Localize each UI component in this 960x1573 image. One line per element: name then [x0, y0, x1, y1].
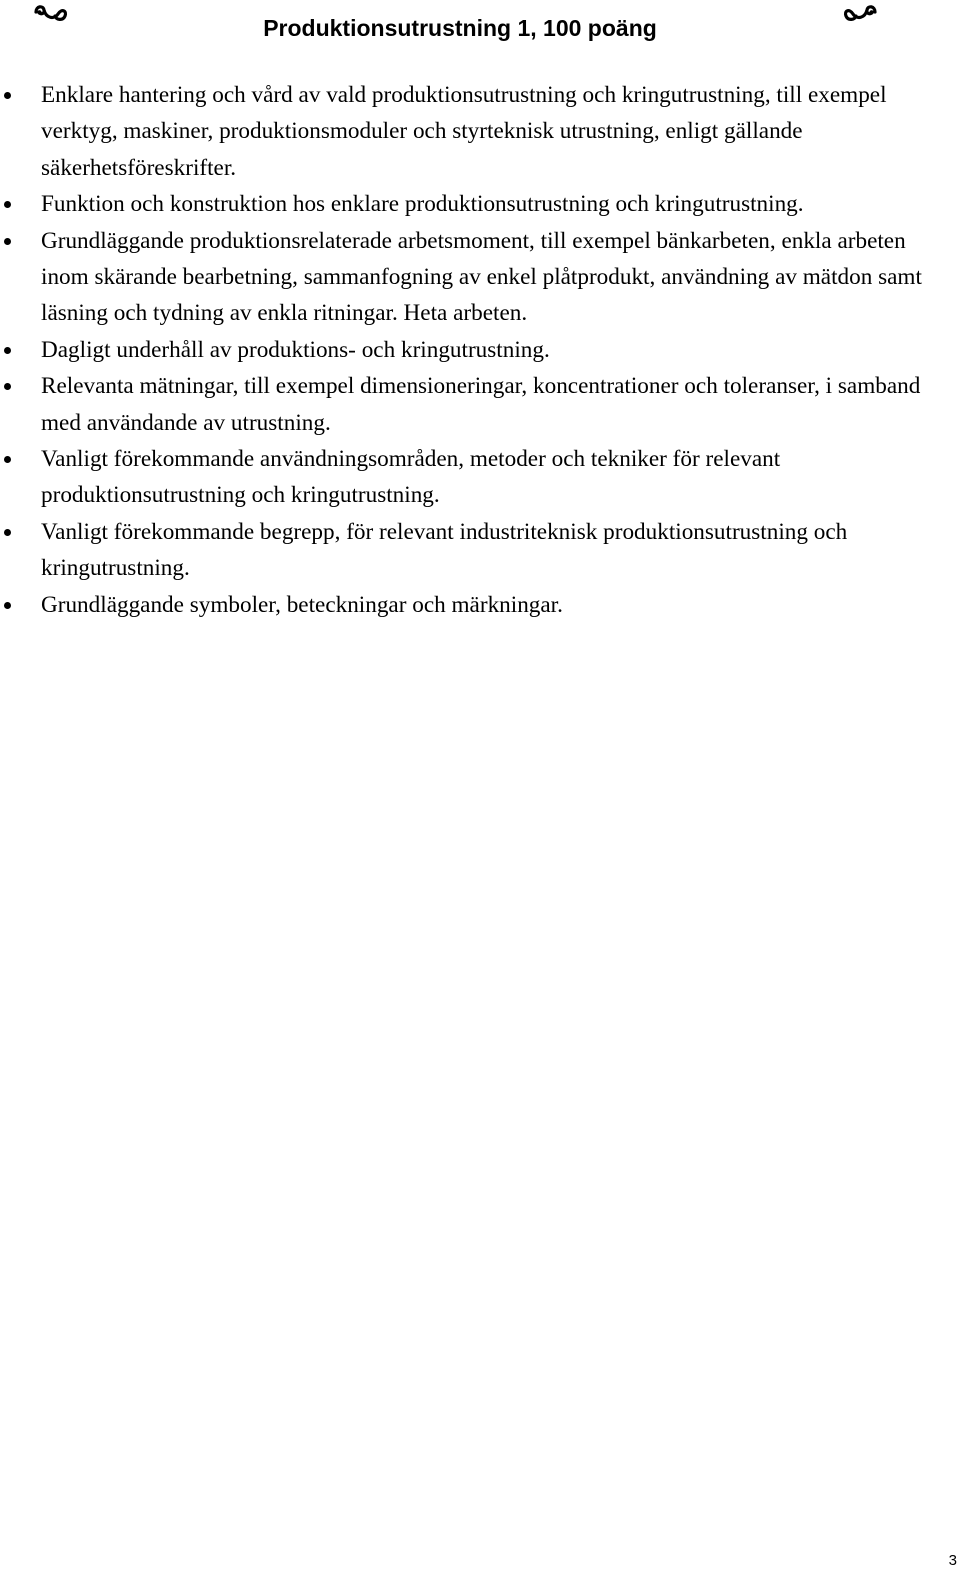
bullet-icon	[4, 456, 11, 463]
bullet-icon	[4, 201, 11, 208]
bullet-icon	[4, 92, 11, 99]
list-item-text: Relevanta mätningar, till exempel dimensioneringar, koncentrationer och toleranser, i samband med användande av utrustning.	[41, 373, 921, 436]
page-title: Produktionsutrustning 1, 100 poäng	[263, 15, 657, 41]
list-item-text: Enklare hantering och vård av vald produktionsutrustning och kringutrustning, till exempel verktyg, maskiner, produktionsmoduler och styrteknisk utrustning, enligt gällande säkerhetsföreskrifter.	[41, 82, 887, 181]
bullet-icon	[4, 347, 11, 354]
list-item-text: Grundläggande produktionsrelaterade arbetsmoment, till exempel bänkarbeten, enkla arbeten inom skärande bearbetning, sammanfogning av enkel plåtprodukt, användning av mätdon samt läsning och tydning av enkla ritningar. Heta arbeten.	[41, 227, 922, 327]
page-number: 3	[948, 1552, 957, 1569]
list-item-text: Vanligt förekommande användningsområden, metoder och tekniker för relevant produktionsutrustning och kringutrustning.	[41, 446, 781, 509]
list-item-text: Dagligt underhåll av produktions- och kringutrustning.	[41, 336, 550, 363]
bullet-icon	[4, 529, 11, 536]
list-item-text: Funktion och konstruktion hos enklare produktionsutrustning och kringutrustning.	[41, 191, 804, 218]
bullet-icon	[4, 602, 11, 609]
list-item	[0, 587, 945, 623]
list-item-text: Vanligt förekommande begrepp, för relevant industriteknisk produktionsutrustning och kringutrustning.	[41, 518, 848, 582]
list-item	[0, 441, 945, 514]
list-item-text: Grundläggande symboler, beteckningar och märkningar.	[41, 591, 563, 618]
list-item	[0, 186, 945, 222]
list-item	[0, 332, 945, 368]
list-item	[0, 368, 945, 441]
bullet-icon	[4, 238, 11, 245]
list-item	[0, 77, 945, 186]
bullet-icon	[4, 383, 11, 390]
content-list-container	[0, 77, 945, 623]
list-item	[0, 223, 945, 332]
list-item	[0, 514, 945, 587]
bullet-list	[0, 77, 945, 623]
